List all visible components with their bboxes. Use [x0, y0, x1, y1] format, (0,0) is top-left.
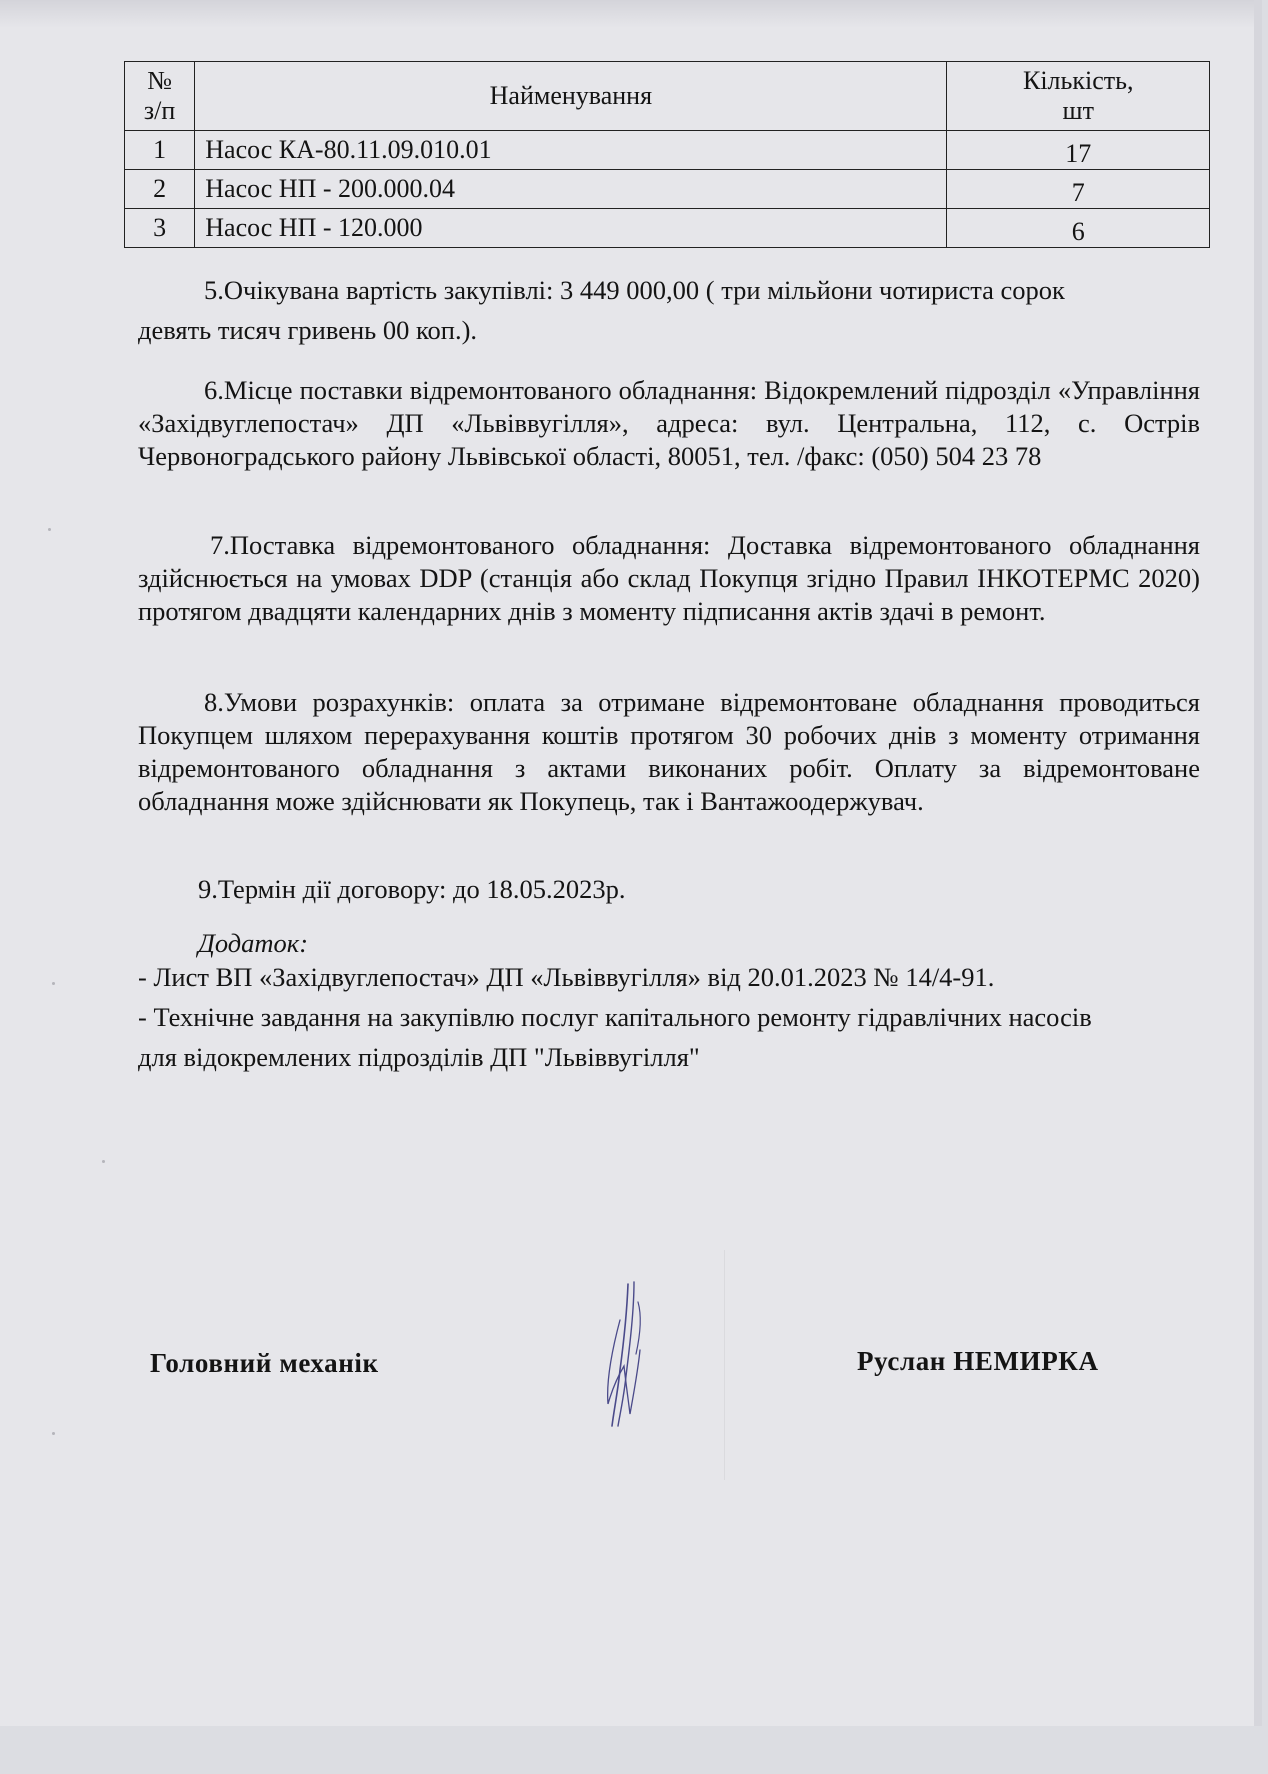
- scan-fold-line: [724, 1250, 725, 1480]
- scan-speck: [48, 528, 51, 531]
- section-9-line: 9.Термін дії договору: до 18.05.2023р.: [198, 874, 626, 904]
- section-5-line1: 5.Очікувана вартість закупівлі: 3 449 000,00 ( три мільйони чотириста сорок: [204, 275, 1065, 305]
- section-6-text: 6.Місце поставки відремонтованого обладнання: Відокремлений підрозділ «Управління «Західвуглепостач» ДП «Львіввугілля», адреса: вул. Центральна, 112, с. Острів Червоноградського району Львівської області, 80051, тел. /факс: (050) 504 23 78: [138, 375, 1200, 471]
- handwritten-signature: [598, 1280, 658, 1430]
- table-header-row: [125, 62, 1210, 131]
- section-8-text: 8.Умови розрахунків: оплата за отримане відремонтоване обладнання проводиться Покупцем шляхом перерахування коштів протягом 30 робочих днів з моменту отримання відремонтованого обладнання з актами виконаних робіт. Оплату за відремонтоване обладнання може здійснювати як Покупець, так і Вантажоодержувач.: [138, 687, 1200, 816]
- row-quantity: 6: [947, 209, 1210, 248]
- scan-top-shade: [0, 0, 1262, 28]
- row-name: Насос НП - 200.000.04: [195, 170, 947, 209]
- section-7-text: 7.Поставка відремонтованого обладнання: Доставка відремонтованого обладнання здійснюється на умовах DDP (станція або склад Покупця згідно Правил ІНКОТЕРМС 2020) протягом двадцяти календарних днів з моменту підписання актів здачі в ремонт.: [138, 530, 1200, 626]
- signatory-name: Руслан НЕМИРКА: [857, 1346, 1099, 1376]
- section-6-paragraph: [138, 374, 1200, 473]
- table-row: [125, 170, 1210, 209]
- scan-right-edge: [1254, 0, 1262, 1726]
- row-name: Насос КА-80.11.09.010.01: [195, 131, 947, 170]
- row-number: 2: [125, 170, 195, 209]
- header-quantity: [947, 62, 1210, 131]
- scan-speck: [52, 982, 55, 985]
- header-number-line2: з/п: [143, 96, 176, 125]
- appendix-item-2-line2: для відокремлених підрозділів ДП "Львіввугілля": [138, 1042, 700, 1072]
- header-quantity-line1: Кількість,: [1022, 66, 1134, 95]
- header-number-line1: №: [147, 66, 173, 95]
- signatory-role: Головний механік: [150, 1348, 379, 1378]
- row-number: 3: [125, 209, 195, 248]
- table-row: [125, 131, 1210, 170]
- appendix-title: Додаток:: [198, 928, 309, 958]
- appendix-item-2-line1: - Технічне завдання на закупівлю послуг капітального ремонту гідравлічних насосів: [138, 1002, 1092, 1032]
- scan-speck: [102, 1160, 105, 1163]
- items-table: [124, 61, 1210, 248]
- appendix-item-1: - Лист ВП «Західвуглепостач» ДП «Львіввугілля» від 20.01.2023 № 14/4-91.: [138, 962, 995, 992]
- section-8-paragraph: [138, 686, 1200, 818]
- row-name: Насос НП - 120.000: [195, 209, 947, 248]
- table-row: [125, 209, 1210, 248]
- header-number: [125, 62, 195, 131]
- row-quantity: 7: [947, 170, 1210, 209]
- scan-speck: [52, 1432, 55, 1435]
- header-name: Найменування: [195, 62, 947, 131]
- row-number: 1: [125, 131, 195, 170]
- section-7-paragraph: [138, 529, 1200, 628]
- section-5-line2: девять тисяч гривень 00 коп.).: [138, 315, 478, 345]
- row-quantity: 17: [947, 131, 1210, 170]
- header-quantity-line2: шт: [1062, 96, 1094, 125]
